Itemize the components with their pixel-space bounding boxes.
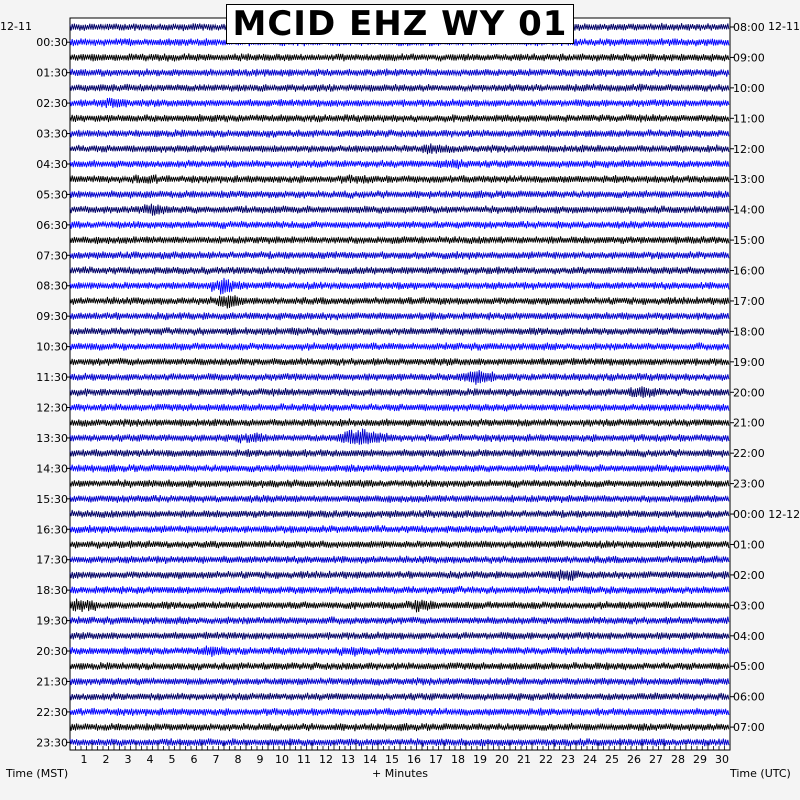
right-time-label: 04:00 (733, 629, 765, 643)
right-time-label: 09:00 (733, 51, 765, 65)
right-time-label: 23:00 (733, 477, 765, 491)
right-time-label: 03:00 (733, 599, 765, 613)
right-time-label: 16:00 (733, 264, 765, 278)
right-time-label: 10:00 (733, 81, 765, 95)
right-time-label: 14:00 (733, 203, 765, 217)
right-axis-title: Time (UTC) (730, 767, 791, 780)
x-tick-label: 13 (341, 753, 355, 766)
x-axis-title: + Minutes (372, 767, 429, 780)
left-time-label: 18:30 (36, 584, 68, 598)
left-time-label: 01:30 (36, 66, 68, 80)
x-tick-label: 25 (605, 753, 619, 766)
x-tick-label: 23 (561, 753, 575, 766)
left-time-label: 04:30 (36, 157, 68, 171)
x-tick-label: 29 (693, 753, 707, 766)
x-tick-label: 11 (297, 753, 311, 766)
x-tick-label: 28 (671, 753, 685, 766)
x-tick-label: 16 (407, 753, 421, 766)
left-time-label: 12:30 (36, 401, 68, 415)
left-time-label: 14:30 (36, 462, 68, 476)
x-tick-label: 4 (146, 753, 154, 766)
x-tick-label: 2 (102, 753, 110, 766)
left-time-label: 15:30 (36, 492, 68, 506)
left-time-label: 13:30 (36, 431, 68, 445)
right-time-label: 05:00 (733, 660, 765, 674)
left-time-label: 21:30 (36, 675, 68, 689)
left-time-label: 08:30 (36, 279, 68, 293)
right-time-label: 07:00 (733, 721, 765, 735)
left-time-label: 11:30 (36, 371, 68, 385)
left-time-label: 07:30 (36, 249, 68, 263)
left-time-label: 09:30 (36, 310, 68, 324)
x-tick-label: 21 (517, 753, 531, 766)
right-time-label: 20:00 (733, 386, 765, 400)
x-tick-label: 5 (168, 753, 176, 766)
x-tick-label: 20 (495, 753, 509, 766)
x-tick-label: 12 (319, 753, 333, 766)
left-time-label: 23:30 (36, 736, 68, 750)
right-time-label: 21:00 (733, 416, 765, 430)
x-tick-label: 9 (256, 753, 264, 766)
x-tick-label: 19 (473, 753, 487, 766)
left-time-label: 10:30 (36, 340, 68, 354)
left-time-label: 03:30 (36, 127, 68, 141)
left-time-label: 17:30 (36, 553, 68, 567)
left-time-label: 00:30 (36, 36, 68, 50)
plot-area (70, 18, 730, 750)
left-time-label: 20:30 (36, 645, 68, 659)
x-tick-label: 30 (715, 753, 729, 766)
x-tick-label: 17 (429, 753, 443, 766)
x-tick-label: 8 (234, 753, 242, 766)
x-tick-label: 14 (363, 753, 377, 766)
right-time-label: 17:00 (733, 294, 765, 308)
x-tick-label: 22 (539, 753, 553, 766)
x-tick-label: 18 (451, 753, 465, 766)
right-time-label: 06:00 (733, 690, 765, 704)
chart-title: MCID EHZ WY 01 (226, 4, 574, 44)
right-time-label: 01:00 (733, 538, 765, 552)
right-time-label: 00:00 12-12 (733, 508, 800, 522)
right-time-label: 11:00 (733, 112, 765, 126)
left-time-label: 05:30 (36, 188, 68, 202)
right-time-label: 08:00 (733, 21, 765, 34)
x-tick-label: 15 (385, 753, 399, 766)
right-time-label: 18:00 (733, 325, 765, 339)
left-time-label: 19:30 (36, 614, 68, 628)
right-time-label: 15:00 (733, 234, 765, 248)
date-left: 12-11 (0, 20, 32, 33)
left-time-label: 02:30 (36, 97, 68, 111)
x-tick-label: 7 (212, 753, 220, 766)
x-tick-label: 6 (190, 753, 198, 766)
x-tick-label: 24 (583, 753, 597, 766)
right-time-label: 19:00 (733, 355, 765, 369)
x-tick-label: 1 (80, 753, 88, 766)
left-time-label: 22:30 (36, 705, 68, 719)
left-time-label: 06:30 (36, 218, 68, 232)
x-tick-label: 10 (275, 753, 289, 766)
right-time-label: 02:00 (733, 568, 765, 582)
right-time-label: 13:00 (733, 173, 765, 187)
x-tick-label: 27 (649, 753, 663, 766)
x-tick-label: 3 (124, 753, 132, 766)
x-tick-label: 26 (627, 753, 641, 766)
left-time-label: 16:30 (36, 523, 68, 537)
right-time-label: 12:00 (733, 142, 765, 156)
left-axis-title: Time (MST) (6, 767, 69, 780)
right-time-label: 22:00 (733, 447, 765, 461)
date-right: 12-11 (768, 20, 800, 33)
